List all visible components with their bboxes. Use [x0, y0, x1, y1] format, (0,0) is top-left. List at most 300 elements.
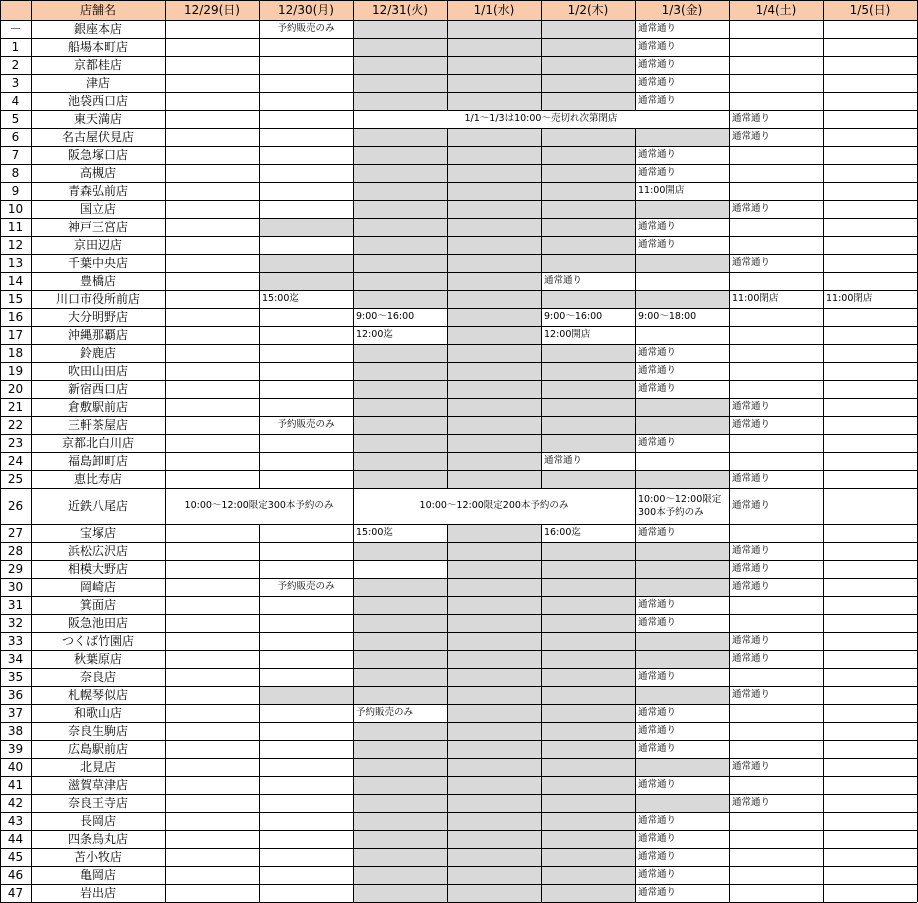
grid-line-v — [541, 542, 542, 560]
schedule-cell-empty — [541, 830, 635, 848]
grid-line-v — [823, 38, 824, 56]
grid-line-v — [353, 38, 354, 56]
grid-line-v — [353, 488, 354, 524]
schedule-cell-empty — [259, 236, 353, 254]
schedule-cell-empty — [823, 182, 917, 200]
grid-line-v — [259, 722, 260, 740]
schedule-cell-empty — [165, 686, 259, 704]
schedule-cell-empty — [259, 542, 353, 560]
grid-line-v — [0, 704, 1, 722]
grid-line-v — [541, 812, 542, 830]
grid-line-v — [31, 740, 32, 758]
schedule-cell-empty — [165, 218, 259, 236]
schedule-cell-empty — [447, 308, 541, 326]
store-number: 12 — [7, 238, 24, 252]
schedule-cell-empty — [353, 236, 447, 254]
schedule-cell-empty — [259, 128, 353, 146]
schedule-cell-empty — [541, 848, 635, 866]
schedule-cell-empty — [165, 20, 259, 38]
grid-line-v — [729, 200, 730, 218]
grid-line-v — [541, 74, 542, 92]
schedule-cell-empty — [165, 236, 259, 254]
grid-line-v — [447, 308, 448, 326]
grid-line-v — [729, 92, 730, 110]
schedule-cell-empty — [259, 812, 353, 830]
schedule-cell-empty — [353, 650, 447, 668]
grid-line-v — [541, 650, 542, 668]
grid-line-v — [165, 218, 166, 236]
schedule-cell-empty — [353, 434, 447, 452]
schedule-cell-empty — [165, 758, 259, 776]
grid-line-v — [729, 452, 730, 470]
grid-line-v — [165, 20, 166, 38]
grid-line-v — [31, 128, 32, 146]
grid-line-v — [31, 0, 32, 20]
schedule-cell-empty — [541, 794, 635, 812]
grid-line-v — [823, 866, 824, 884]
schedule-cell-empty — [635, 632, 729, 650]
store-name: 新宿西口店 — [67, 382, 128, 396]
schedule-cell-empty — [353, 812, 447, 830]
grid-line-v — [165, 740, 166, 758]
store-name: 滋賀草津店 — [67, 778, 128, 792]
grid-line-v — [635, 794, 636, 812]
grid-line-v — [635, 776, 636, 794]
store-number: 18 — [7, 346, 24, 360]
grid-line-v — [823, 164, 824, 182]
grid-line-v — [259, 200, 260, 218]
schedule-cell: 通常通り — [638, 707, 677, 719]
store-number: 19 — [7, 364, 24, 378]
schedule-cell: 予約販売のみ — [277, 581, 335, 593]
grid-line-v — [31, 686, 32, 704]
grid-line-v — [165, 380, 166, 398]
grid-line-v — [259, 308, 260, 326]
store-name: 四条烏丸店 — [67, 832, 128, 846]
schedule-cell-empty — [541, 182, 635, 200]
grid-line-v — [31, 434, 32, 452]
grid-line-v — [259, 416, 260, 434]
schedule-cell: 16:00迄 — [544, 527, 581, 539]
schedule-cell-empty — [823, 614, 917, 632]
grid-line-v — [31, 596, 32, 614]
schedule-cell-empty — [165, 470, 259, 488]
schedule-cell-empty — [447, 668, 541, 686]
grid-line-v — [447, 236, 448, 254]
schedule-cell-empty — [729, 92, 823, 110]
grid-line-v — [0, 344, 1, 362]
schedule-cell-empty — [165, 92, 259, 110]
schedule-cell-empty — [823, 434, 917, 452]
schedule-cell-empty — [447, 632, 541, 650]
store-number: 2 — [11, 58, 20, 72]
grid-line-v — [31, 452, 32, 470]
grid-line-v — [31, 416, 32, 434]
grid-line-v — [0, 488, 1, 524]
store-number: 27 — [7, 526, 24, 540]
grid-line-v — [0, 362, 1, 380]
grid-line-v — [635, 434, 636, 452]
grid-line-v — [447, 326, 448, 344]
grid-line-v — [823, 128, 824, 146]
schedule-cell-empty — [353, 272, 447, 290]
grid-line-v — [353, 614, 354, 632]
grid-line-v — [259, 272, 260, 290]
grid-line-v — [0, 596, 1, 614]
grid-line-v — [353, 326, 354, 344]
schedule-cell-empty — [353, 866, 447, 884]
grid-line-v — [729, 650, 730, 668]
grid-line-v — [635, 362, 636, 380]
grid-line-v — [0, 56, 1, 74]
schedule-cell-empty — [259, 146, 353, 164]
schedule-cell-empty — [823, 830, 917, 848]
grid-line-h — [0, 38, 917, 39]
schedule-cell-empty — [353, 218, 447, 236]
store-number: 21 — [7, 400, 24, 414]
schedule-cell-empty — [541, 380, 635, 398]
grid-line-v — [541, 236, 542, 254]
store-name: 長岡店 — [79, 814, 116, 828]
schedule-cell: 通常通り — [732, 581, 771, 593]
header-store-name: 店舗名 — [31, 0, 165, 20]
grid-line-v — [0, 686, 1, 704]
grid-line-v — [259, 740, 260, 758]
grid-line-v — [0, 146, 1, 164]
grid-line-v — [165, 470, 166, 488]
schedule-cell-empty — [541, 578, 635, 596]
grid-line-v — [823, 74, 824, 92]
schedule-cell-empty — [447, 182, 541, 200]
schedule-cell: 通常通り — [638, 23, 677, 35]
schedule-cell: 通常通り — [732, 419, 771, 431]
grid-line-v — [447, 146, 448, 164]
grid-line-v — [541, 182, 542, 200]
grid-line-v — [447, 560, 448, 578]
schedule-cell-empty — [823, 164, 917, 182]
store-name: 津店 — [85, 76, 110, 90]
grid-line-h — [0, 794, 917, 795]
grid-line-v — [447, 794, 448, 812]
grid-line-v — [541, 290, 542, 308]
schedule-cell-empty — [353, 56, 447, 74]
schedule-cell-empty — [165, 146, 259, 164]
grid-line-v — [259, 38, 260, 56]
grid-line-v — [165, 560, 166, 578]
schedule-cell-empty — [823, 524, 917, 542]
schedule-cell-empty — [259, 362, 353, 380]
schedule-cell-empty — [447, 866, 541, 884]
grid-line-v — [259, 848, 260, 866]
schedule-cell-empty — [447, 398, 541, 416]
grid-line-v — [165, 254, 166, 272]
grid-line-v — [635, 596, 636, 614]
store-number: 29 — [7, 562, 24, 576]
grid-line-v — [729, 776, 730, 794]
grid-line-v — [165, 146, 166, 164]
grid-line-v — [165, 722, 166, 740]
grid-line-v — [31, 236, 32, 254]
grid-line-v — [635, 56, 636, 74]
schedule-cell-empty — [447, 758, 541, 776]
grid-line-v — [165, 308, 166, 326]
grid-line-v — [165, 0, 166, 20]
grid-line-v — [823, 290, 824, 308]
schedule-cell-empty — [447, 560, 541, 578]
grid-line-v — [635, 254, 636, 272]
schedule-cell-empty — [729, 56, 823, 74]
store-number: 47 — [7, 886, 24, 900]
schedule-cell-empty — [635, 416, 729, 434]
schedule-cell-empty — [823, 776, 917, 794]
grid-line-v — [353, 128, 354, 146]
schedule-cell-empty — [541, 650, 635, 668]
schedule-cell-empty — [259, 470, 353, 488]
grid-line-v — [729, 290, 730, 308]
grid-line-v — [259, 578, 260, 596]
schedule-cell-empty — [259, 92, 353, 110]
store-name: 千葉中央店 — [67, 256, 128, 270]
grid-line-v — [31, 560, 32, 578]
grid-line-v — [31, 92, 32, 110]
store-name: 川口市役所前店 — [55, 292, 140, 306]
schedule-cell: 通常通り — [638, 851, 677, 863]
schedule-cell-empty — [823, 578, 917, 596]
schedule-cell-empty — [165, 380, 259, 398]
grid-line-v — [823, 182, 824, 200]
grid-line-v — [165, 272, 166, 290]
schedule-cell-empty — [447, 650, 541, 668]
schedule-cell: 通常通り — [638, 149, 677, 161]
schedule-cell-empty — [635, 794, 729, 812]
schedule-cell-empty — [353, 632, 447, 650]
grid-line-v — [541, 794, 542, 812]
grid-line-v — [823, 524, 824, 542]
store-number: 7 — [11, 148, 20, 162]
schedule-cell-empty — [541, 398, 635, 416]
grid-line-v — [353, 596, 354, 614]
grid-line-v — [823, 722, 824, 740]
schedule-cell-empty — [541, 92, 635, 110]
schedule-cell-empty — [165, 38, 259, 56]
grid-line-v — [447, 272, 448, 290]
schedule-cell-empty — [823, 236, 917, 254]
grid-line-v — [353, 380, 354, 398]
grid-line-h — [0, 722, 917, 723]
store-number: 22 — [7, 418, 24, 432]
grid-line-v — [353, 290, 354, 308]
schedule-cell-empty — [823, 308, 917, 326]
store-name: 札幌琴似店 — [67, 688, 128, 702]
grid-line-v — [823, 200, 824, 218]
grid-line-v — [541, 344, 542, 362]
grid-line-v — [729, 740, 730, 758]
grid-line-v — [259, 452, 260, 470]
schedule-cell-empty — [259, 524, 353, 542]
schedule-cell-empty — [259, 344, 353, 362]
schedule-cell-empty — [541, 434, 635, 452]
schedule-cell-empty — [729, 740, 823, 758]
grid-line-v — [31, 56, 32, 74]
grid-line-v — [729, 596, 730, 614]
store-number: 34 — [7, 652, 24, 666]
grid-line-v — [259, 164, 260, 182]
grid-line-v — [541, 560, 542, 578]
grid-line-v — [165, 110, 166, 128]
schedule-cell: 11:00閉店 — [732, 293, 779, 305]
schedule-cell-empty — [447, 380, 541, 398]
schedule-cell-empty — [635, 542, 729, 560]
schedule-cell-empty — [635, 452, 729, 470]
header-date: 1/5(日) — [823, 0, 917, 20]
store-name: 奈良王寺店 — [67, 796, 128, 810]
grid-line-v — [353, 164, 354, 182]
schedule-cell-empty — [541, 722, 635, 740]
grid-line-v — [541, 470, 542, 488]
grid-line-v — [353, 92, 354, 110]
store-number: 20 — [7, 382, 24, 396]
store-number: 1 — [11, 40, 20, 54]
header-date: 1/4(土) — [729, 0, 823, 20]
grid-line-v — [259, 128, 260, 146]
grid-line-v — [541, 452, 542, 470]
grid-line-v — [447, 74, 448, 92]
grid-line-v — [0, 92, 1, 110]
schedule-cell-empty — [635, 758, 729, 776]
schedule-cell-empty — [823, 128, 917, 146]
store-name: 相模大野店 — [67, 562, 128, 576]
schedule-cell-empty — [165, 776, 259, 794]
grid-line-v — [541, 128, 542, 146]
grid-line-v — [31, 650, 32, 668]
schedule-cell-empty — [259, 326, 353, 344]
schedule-cell-empty — [165, 272, 259, 290]
grid-line-v — [541, 20, 542, 38]
schedule-cell-empty — [447, 686, 541, 704]
schedule-cell-empty — [541, 164, 635, 182]
store-number: 26 — [7, 499, 24, 513]
schedule-cell-empty — [259, 560, 353, 578]
grid-line-v — [635, 290, 636, 308]
schedule-cell: 通常通り — [544, 455, 583, 467]
grid-line-v — [447, 812, 448, 830]
grid-line-v — [259, 20, 260, 38]
schedule-cell-empty — [447, 38, 541, 56]
schedule-cell-empty — [729, 884, 823, 902]
schedule-cell-empty — [447, 434, 541, 452]
grid-line-v — [447, 218, 448, 236]
schedule-cell: 通常通り — [638, 95, 677, 107]
grid-line-v — [31, 776, 32, 794]
grid-line-v — [353, 434, 354, 452]
grid-line-v — [447, 686, 448, 704]
grid-line-v — [447, 632, 448, 650]
grid-line-v — [353, 848, 354, 866]
grid-line-h — [0, 254, 917, 255]
grid-line-v — [259, 812, 260, 830]
grid-line-v — [259, 182, 260, 200]
schedule-cell: 通常通り — [638, 239, 677, 251]
grid-line-v — [447, 254, 448, 272]
grid-line-v — [0, 668, 1, 686]
grid-line-v — [31, 254, 32, 272]
grid-line-h — [0, 146, 917, 147]
schedule-cell-empty — [259, 452, 353, 470]
header-corner — [0, 0, 31, 20]
grid-line-v — [353, 722, 354, 740]
grid-line-v — [729, 470, 730, 488]
schedule-cell-empty — [259, 434, 353, 452]
grid-line-v — [635, 0, 636, 20]
grid-line-h — [0, 92, 917, 93]
store-name: 大分明野店 — [67, 310, 128, 324]
store-name: 京都北白川店 — [61, 436, 134, 450]
grid-line-v — [447, 0, 448, 20]
schedule-cell-empty — [447, 344, 541, 362]
schedule-cell-empty — [165, 560, 259, 578]
grid-line-v — [635, 74, 636, 92]
grid-line-v — [729, 236, 730, 254]
grid-line-h — [0, 884, 917, 885]
grid-line-v — [353, 200, 354, 218]
grid-line-v — [353, 74, 354, 92]
schedule-cell-empty — [259, 110, 353, 128]
grid-line-v — [541, 776, 542, 794]
grid-line-v — [541, 254, 542, 272]
grid-line-v — [729, 794, 730, 812]
schedule-cell: 通常通り — [638, 671, 677, 683]
grid-line-v — [823, 254, 824, 272]
schedule-cell: 通常通り — [638, 41, 677, 53]
grid-line-v — [447, 596, 448, 614]
grid-line-v — [353, 344, 354, 362]
schedule-cell-empty — [729, 452, 823, 470]
schedule-cell-empty — [447, 74, 541, 92]
schedule-cell-empty — [353, 560, 447, 578]
grid-line-v — [541, 146, 542, 164]
schedule-cell-empty — [259, 56, 353, 74]
grid-line-v — [0, 722, 1, 740]
schedule-cell-empty — [353, 686, 447, 704]
store-name: 奈良生駒店 — [67, 724, 128, 738]
store-name: 三軒茶屋店 — [67, 418, 128, 432]
store-number: 16 — [7, 310, 24, 324]
store-name: 浜松広沢店 — [67, 544, 128, 558]
schedule-cell-empty — [259, 272, 353, 290]
schedule-cell-empty — [635, 290, 729, 308]
grid-line-v — [541, 164, 542, 182]
grid-line-v — [31, 290, 32, 308]
grid-line-v — [353, 542, 354, 560]
schedule-cell-empty — [635, 470, 729, 488]
grid-line-h — [0, 848, 917, 849]
grid-line-v — [447, 452, 448, 470]
store-number: 11 — [7, 220, 24, 234]
schedule-cell-empty — [823, 326, 917, 344]
grid-line-v — [541, 92, 542, 110]
grid-line-v — [635, 146, 636, 164]
grid-line-v — [541, 596, 542, 614]
grid-line-h — [0, 398, 917, 399]
grid-line-v — [0, 812, 1, 830]
schedule-cell-empty — [165, 884, 259, 902]
schedule-cell: 通常通り — [732, 203, 771, 215]
schedule-cell-empty — [541, 596, 635, 614]
schedule-cell-empty — [823, 92, 917, 110]
schedule-cell-empty — [823, 488, 917, 524]
grid-line-v — [541, 524, 542, 542]
schedule-cell-empty — [447, 20, 541, 38]
